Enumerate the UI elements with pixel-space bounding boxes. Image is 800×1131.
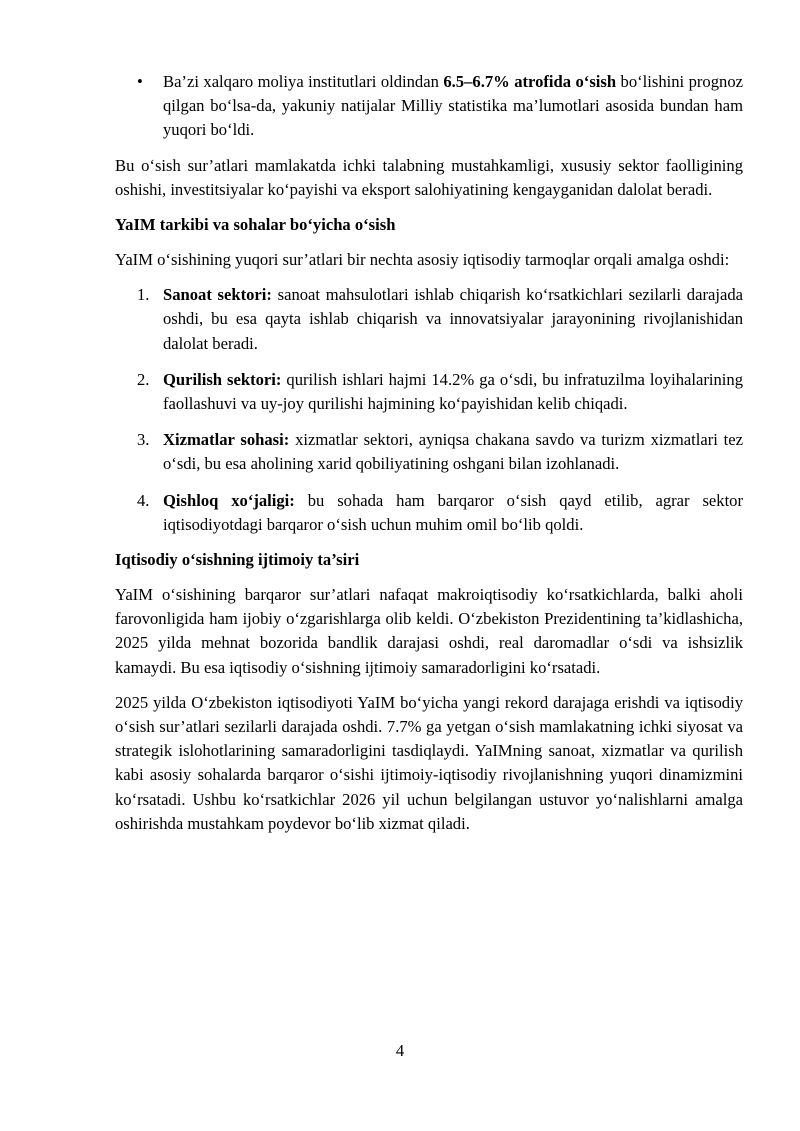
sector-text: qurilish ishlari hajmi 14.2% ga o‘sdi, bu infratuzilma loyihalarining faollashuvi va uy-joy qurilishi hajmining ko‘payishidan kelib chiqadi.: [163, 369, 743, 414]
paragraph-conclusion: 2025 yilda O‘zbekiston iqtisodiyoti YaIM bo‘yicha yangi rekord darajaga erishdi va iqtisodiy o‘sish sur’atlari sezilarli darajada oshdi. 7.7% ga yetgan o‘sish mamlakatning ichki siyosat va strategik islohotlarining samaradorligini tasdiqlaydi. YaIMning sanoat, xizmatlar va qurilish kabi asosiy sohalarda barqaror o‘sishi ijtimoiy-iqtisodiy rivojlanishning yuqori dinamizmini ko‘rsatadi. Ushbu ko‘rsatkichlar 2026 yil uchun belgilangan ustuvor yo‘nalishlarni amalga oshirishda mustahkam poydevor bo‘lib xizmat qiladi.: [115, 692, 743, 833]
sector-title: Qurilish sektori:: [163, 369, 282, 389]
sector-text: bu sohada ham barqaror o‘sish qayd etilib, agrar sektor iqtisodiyotdagi barqaror o‘sish uchun muhim omil bo‘lib qoldi.: [163, 490, 743, 534]
paragraph-growth-indicators: Bu o‘sish sur’atlari mamlakatda ichki talabning mustahkamligi, xususiy sektor faolligining oshishi, investitsiyalar ko‘payishi va eksport salohiyatining kengayganidan dalolat beradi.: [115, 155, 743, 199]
sector-text: sanoat mahsulotlari ishlab chiqarish ko‘rsatkichlari sezilarli darajada oshdi, bu esa qayta ishlab chiqarish va innovatsiyalar jarayonining rivojlanishidan dalolat beradi.: [163, 285, 743, 353]
bullet-dot-icon: •: [137, 72, 143, 91]
sector-number: 2.: [137, 369, 150, 389]
sector-number: 3.: [137, 430, 150, 450]
sector-item: [115, 368, 743, 416]
sector-list: [115, 283, 743, 537]
document-page: [115, 70, 743, 847]
sector-item: [115, 489, 743, 537]
bullet-text-pre: Ba’zi xalqaro moliya institutlari oldindan: [163, 72, 444, 91]
bullet-text-post: bo‘lishini prognoz qilgan bo‘lsa-da, yakuniy natijalar Milliy statistika ma’lumotlari asosida bundan ham yuqori bo‘ldi.: [163, 72, 743, 140]
sector-title: Sanoat sektori:: [163, 285, 272, 305]
sector-number: 4.: [137, 490, 150, 510]
section-heading-social-impact: Iqtisodiy o‘sishning ijtimoiy ta’siri: [115, 550, 360, 570]
bullet-list: [115, 70, 743, 143]
sector-title: Qishloq xo‘jaligi:: [163, 490, 295, 510]
sector-item: [115, 283, 743, 356]
bullet-text-bold: 6.5–6.7% atrofida o‘sish: [443, 72, 617, 91]
sector-text: xizmatlar sektori, ayniqsa chakana savdo va turizm xizmatlari tez o‘sdi, bu esa aholining xarid qobiliyatining oshgani bilan izohlanadi.: [163, 430, 743, 474]
section-heading-gdp-structure: YaIM tarkibi va sohalar bo‘yicha o‘sish: [115, 215, 396, 235]
paragraph-social-impact: YaIM o‘sishining barqaror sur’atlari nafaqat makroiqtisodiy ko‘rsatkichlarda, balki aholi farovonligida ham ijobiy o‘zgarishlarga olib keldi. O‘zbekiston Prezidentining ta’kidlashicha, 2025 yilda mehnat bozorida bandlik darajasi oshdi, real daromadlar o‘sdi va ishsizlik kamaydi. Bu esa iqtisodiy o‘sishning ijtimoiy samaradorligini ko‘rsatadi.: [115, 585, 743, 677]
page-number: 4: [395, 1041, 405, 1060]
sector-number: 1.: [137, 285, 150, 305]
sector-item: [115, 428, 743, 476]
paragraph-sectors-intro: YaIM o‘sishining yuqori sur’atlari bir nechta asosiy iqtisodiy tarmoqlar orqali amalga oshdi:: [115, 250, 730, 270]
bullet-item: [115, 70, 743, 143]
sector-title: Xizmatlar sohasi:: [163, 430, 290, 450]
